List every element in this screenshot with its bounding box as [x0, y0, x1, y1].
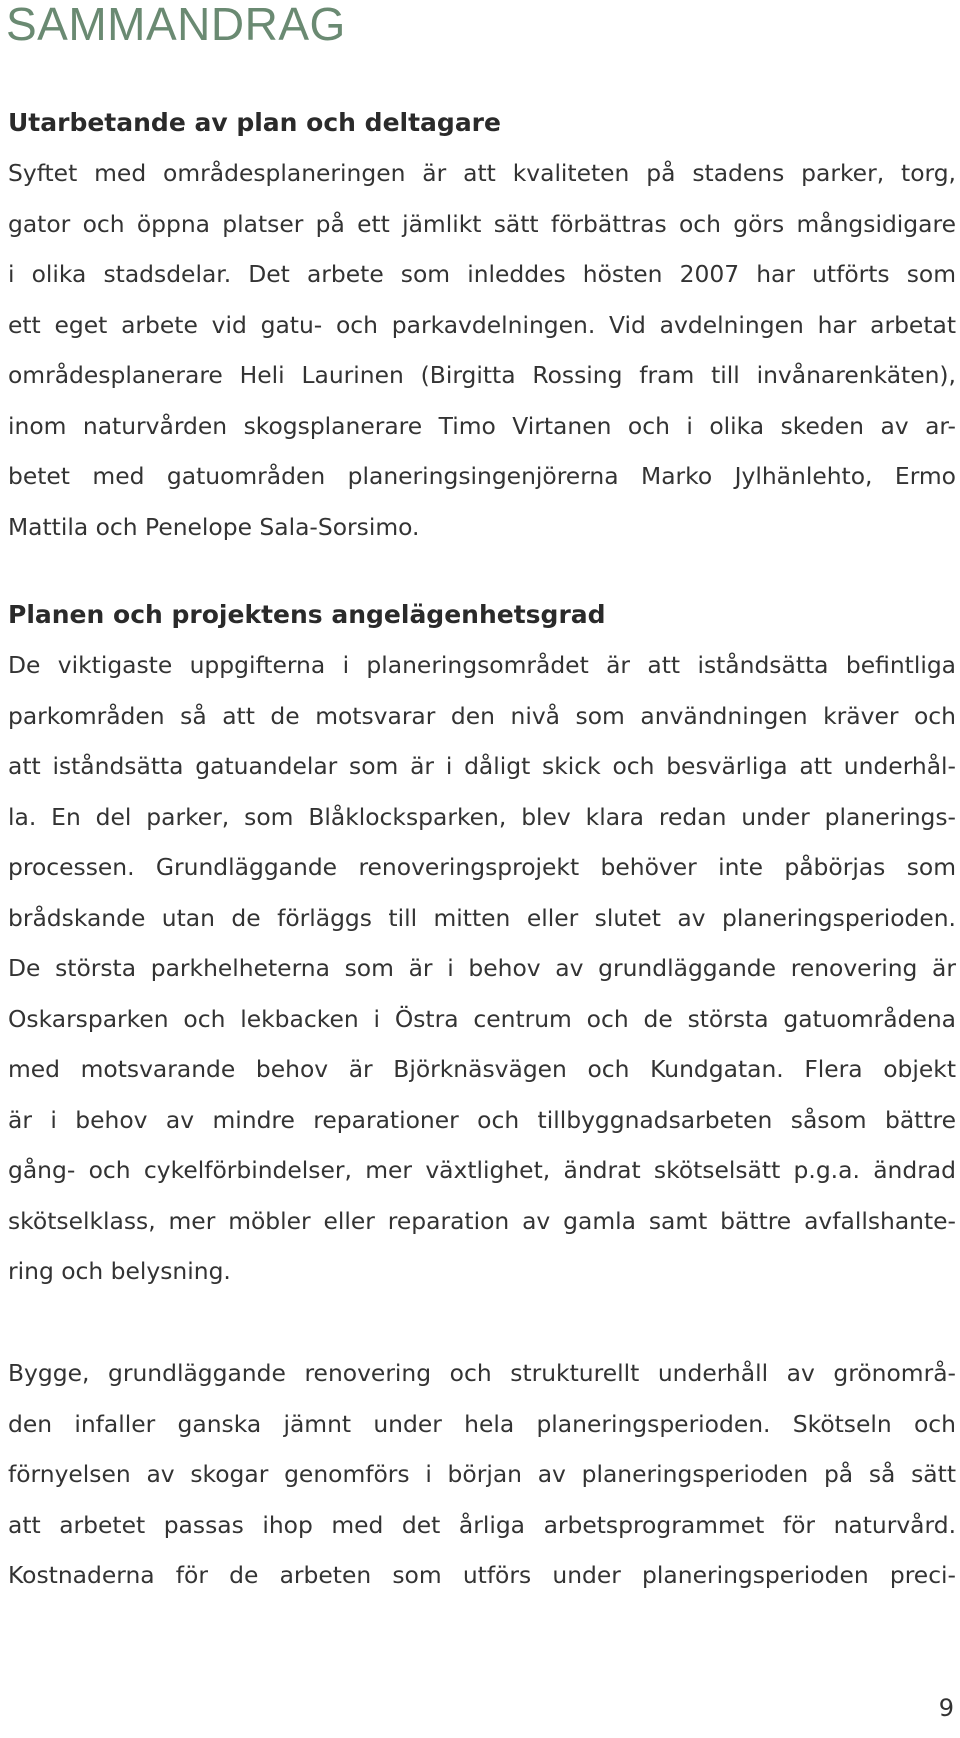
text-line: den infaller ganska jämnt under hela planeringsperioden. Skötseln och	[8, 1409, 956, 1438]
text-line: brådskande utan de förläggs till mitten eller slutet av planeringsperioden.	[8, 903, 956, 932]
text-line: gator och öppna platser på ett jämlikt sätt förbättras och görs mångsidigare	[8, 209, 956, 238]
page-title: SAMMANDRAG	[6, 0, 346, 50]
section-heading: Utarbetande av plan och deltagare	[8, 108, 501, 137]
text-line: skötselklass, mer möbler eller reparation av gamla samt bättre avfallshante-	[8, 1206, 956, 1235]
text-line: områdesplanerare Heli Laurinen (Birgitta Rossing fram till invånarenkäten),	[8, 361, 956, 389]
text-line: Bygge, grundläggande renovering och strukturellt underhåll av grönområ-	[8, 1359, 956, 1387]
section-priority	[8, 590, 956, 1297]
section-heading: Planen och projektens angelägenhetsgrad	[8, 600, 606, 629]
section-plan-and-participants	[8, 98, 956, 552]
text-line: gång- och cykelförbindelser, mer växtlighet, ändrat skötselsätt p.g.a. ändrad	[8, 1156, 956, 1184]
section-paragraph	[8, 1348, 956, 1601]
text-line: Syftet med områdesplaneringen är att kvaliteten på stadens parker, torg,	[8, 159, 956, 187]
text-line: att iståndsätta gatuandelar som är i dåligt skick och besvärliga att underhål-	[8, 752, 956, 780]
text-line: i olika stadsdelar. Det arbete som inleddes hösten 2007 har utförts som	[8, 260, 956, 288]
text-line: betet med gatuområden planeringsingenjörerna Marko Jylhänlehto, Ermo	[8, 462, 956, 490]
section-construction-paragraph	[8, 1348, 956, 1601]
text-line: ett eget arbete vid gatu- och parkavdelningen. Vid avdelningen har arbetat	[8, 310, 956, 339]
text-line: är i behov av mindre reparationer och tillbyggnadsarbeten såsom bättre	[8, 1105, 956, 1134]
section-paragraph	[8, 640, 956, 1297]
text-line: Kostnaderna för de arbeten som utförs under planeringsperioden preci-	[8, 1561, 956, 1589]
page-number: 9	[938, 1694, 954, 1722]
text-line: la. En del parker, som Blåklocksparken, blev klara redan under planerings-	[8, 802, 956, 831]
text-line: att arbetet passas ihop med det årliga arbetsprogrammet för naturvård.	[8, 1510, 956, 1539]
text-line: förnyelsen av skogar genomförs i början av planeringsperioden på så sätt	[8, 1460, 956, 1488]
text-line: Oskarsparken och lekbacken i Östra centrum och de största gatuområdena	[8, 1004, 956, 1033]
text-line: Mattila och Penelope Sala-Sorsimo.	[8, 512, 420, 541]
text-line: parkområden så att de motsvarar den nivå som användningen kräver och	[8, 701, 956, 730]
text-line: inom naturvården skogsplanerare Timo Virtanen och i olika skeden av ar-	[8, 411, 956, 440]
text-line: ring och belysning.	[8, 1257, 231, 1285]
text-line: med motsvarande behov är Björknäsvägen och Kundgatan. Flera objekt	[8, 1055, 956, 1083]
text-line: De största parkhelheterna som är i behov av grundläggande renovering är	[8, 954, 956, 982]
text-line: processen. Grundläggande renoveringsprojekt behöver inte påbörjas som	[8, 853, 956, 881]
section-paragraph	[8, 148, 956, 552]
text-line: De viktigaste uppgifterna i planeringsområdet är att iståndsätta befintliga	[8, 651, 956, 679]
